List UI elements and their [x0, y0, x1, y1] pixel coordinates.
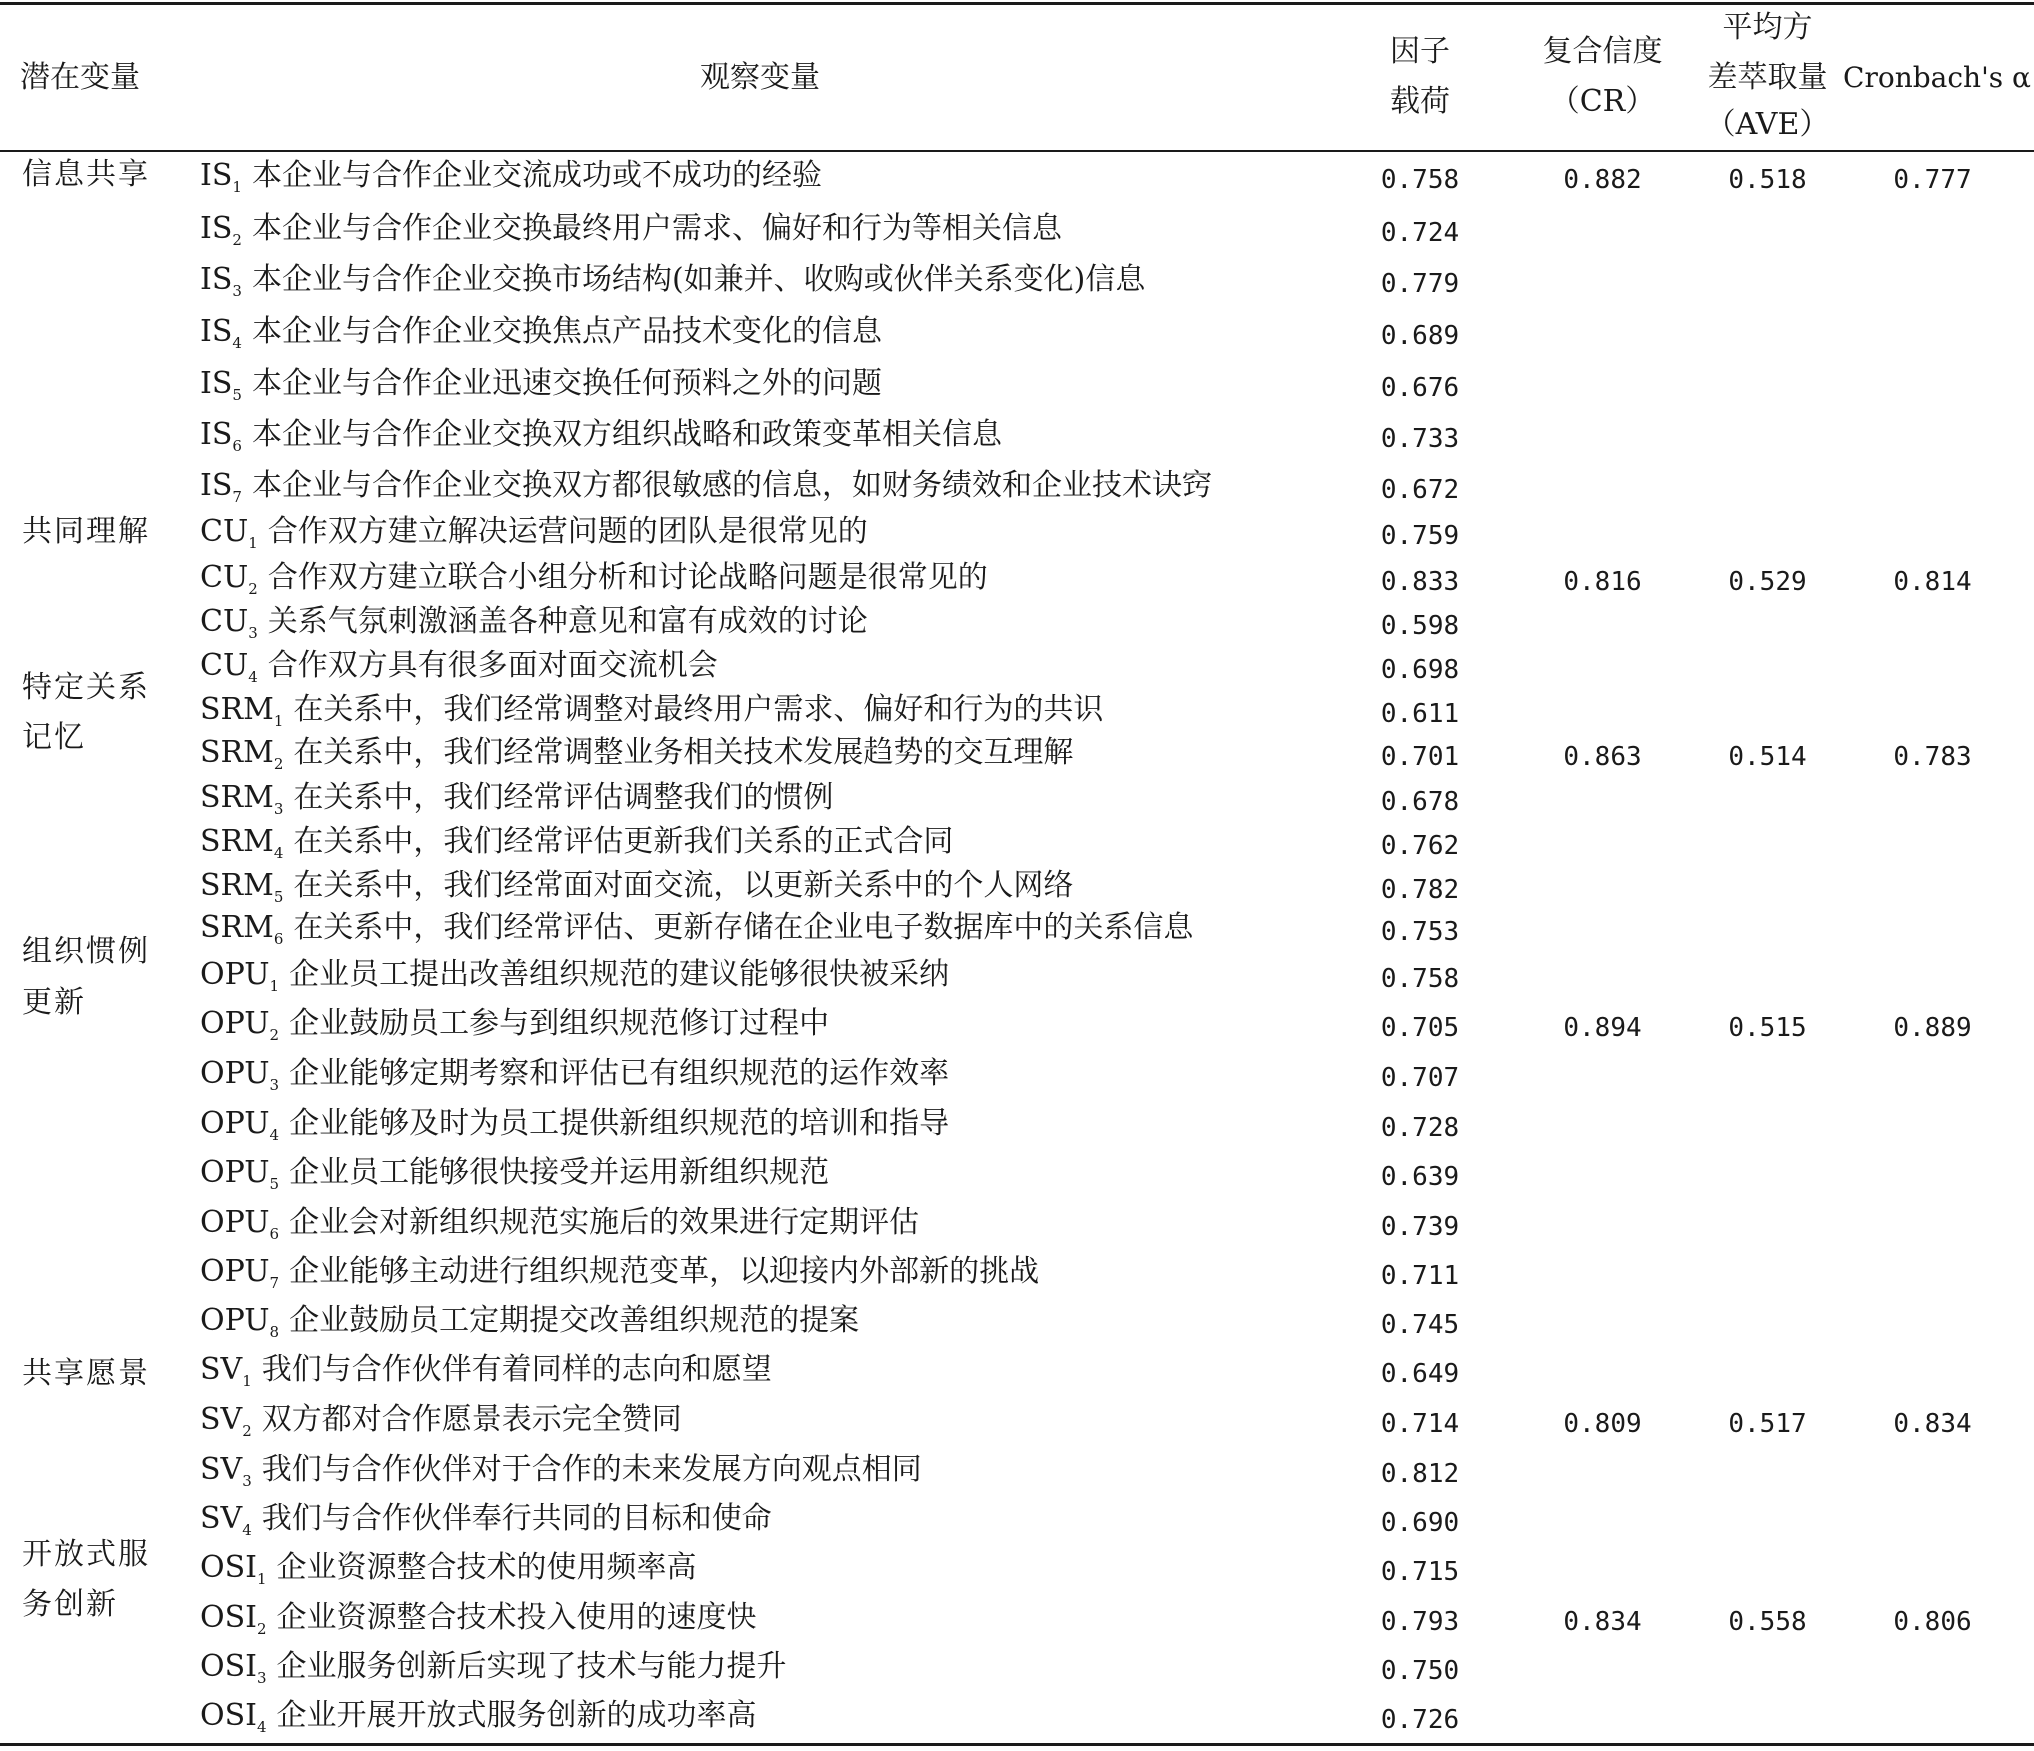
- latent-variable-label: 特定关系: [22, 670, 150, 705]
- item-subscript: 4: [248, 668, 258, 686]
- item-code: SRM: [200, 868, 274, 903]
- observed-variable-item: [200, 1599, 757, 1648]
- item-code: SV: [200, 1501, 243, 1536]
- header-ave-line1: 平均方: [1722, 10, 1813, 45]
- composite-reliability-value: 0.816: [1563, 567, 1642, 597]
- item-subscript: 7: [269, 1274, 280, 1292]
- observed-variable-item: [200, 513, 868, 562]
- item-text: 本企业与合作企业交换双方组织战略和政策变革相关信息: [251, 417, 1002, 452]
- observed-variable-item: [200, 210, 1062, 259]
- factor-loading-value: 0.782: [1380, 875, 1460, 905]
- factor-loading-value: 0.672: [1380, 475, 1460, 505]
- item-code: OSI: [200, 1550, 257, 1585]
- ave-value: 0.517: [1728, 1409, 1807, 1439]
- table-row: [0, 416, 2034, 454]
- item-text: 合作双方建立解决运营问题的团队是很常见的: [267, 514, 868, 549]
- table-row: [0, 365, 2034, 403]
- observed-variable-item: [200, 467, 1212, 516]
- observed-variable-item: [200, 1351, 772, 1400]
- header-latent-variable: 潜在变量: [20, 60, 140, 95]
- table-row: [0, 603, 2034, 641]
- header-cronbach-alpha: Cronbach's α: [1843, 61, 2031, 94]
- factor-loading-value: 0.707: [1380, 1063, 1460, 1093]
- latent-variable-label: 记忆: [22, 720, 86, 755]
- table-row: [0, 691, 2034, 729]
- item-text: 在关系中，我们经常评估、更新存储在企业电子数据库中的关系信息: [293, 910, 1194, 945]
- item-code: IS: [200, 366, 233, 401]
- table-row: [0, 779, 2034, 817]
- header-cr-line1: 复合信度: [1542, 34, 1663, 69]
- item-text: 企业员工提出改善组织规范的建议能够很快被采纳: [289, 957, 950, 992]
- item-code: IS: [200, 211, 233, 246]
- item-text: 在关系中，我们经常调整业务相关技术发展趋势的交互理解: [293, 735, 1074, 770]
- latent-variable-label: 共同理解: [22, 514, 150, 549]
- table-row: [0, 261, 2034, 299]
- factor-loading-value: 0.750: [1380, 1656, 1460, 1686]
- item-subscript: 4: [273, 844, 284, 862]
- table-row: [0, 823, 2034, 861]
- factor-loading-value: 0.753: [1380, 917, 1460, 947]
- factor-loading-value: 0.812: [1380, 1459, 1460, 1489]
- item-text: 本企业与合作企业迅速交换任何预料之外的问题: [251, 366, 882, 401]
- header-cr-line2: （CR）: [1549, 84, 1656, 119]
- item-subscript: 6: [273, 930, 284, 948]
- item-text: 企业服务创新后实现了技术与能力提升: [276, 1649, 787, 1684]
- item-subscript: 4: [257, 1718, 267, 1736]
- item-text: 双方都对合作愿景表示完全赞同: [261, 1402, 682, 1437]
- latent-variable-label: 更新: [22, 985, 86, 1020]
- factor-loading-value: 0.724: [1380, 218, 1460, 248]
- item-code: OSI: [200, 1600, 257, 1635]
- table-row: [0, 1451, 2034, 1489]
- item-subscript: 4: [242, 1521, 252, 1539]
- ave-value: 0.514: [1728, 742, 1807, 772]
- item-subscript: 2: [242, 1422, 252, 1440]
- observed-variable-item: [200, 691, 1103, 740]
- item-code: SRM: [200, 780, 274, 815]
- latent-variable-label: 务创新: [22, 1587, 118, 1622]
- item-code: SV: [200, 1452, 243, 1487]
- item-subscript: 2: [273, 755, 284, 773]
- header-observed-variable: 观察变量: [700, 60, 820, 95]
- factor-loading-value: 0.689: [1380, 321, 1460, 351]
- observed-variable-item: [200, 1302, 859, 1351]
- latent-variable-label: 信息共享: [22, 157, 150, 192]
- item-text: 我们与合作伙伴有着同样的志向和愿望: [261, 1352, 772, 1387]
- item-code: OPU: [200, 1205, 270, 1240]
- item-text: 在关系中，我们经常评估调整我们的惯例: [293, 780, 834, 815]
- cronbach-alpha-value: 0.806: [1893, 1607, 1972, 1637]
- observed-variable-item: [200, 1055, 949, 1104]
- factor-loading-value: 0.739: [1380, 1212, 1460, 1242]
- item-subscript: 1: [242, 1372, 252, 1390]
- item-code: SV: [200, 1352, 243, 1387]
- observed-variable-item: [200, 1648, 787, 1697]
- observed-variable-item: [200, 365, 882, 414]
- header-factor-loading-line1: 因子: [1390, 34, 1450, 69]
- item-text: 企业资源整合技术投入使用的速度快: [276, 1600, 757, 1635]
- table-row: [0, 1055, 2034, 1093]
- item-subscript: 4: [269, 1126, 280, 1144]
- table-row: [0, 467, 2034, 505]
- header-factor-loading-line2: 载荷: [1390, 84, 1450, 119]
- item-code: SRM: [200, 735, 274, 770]
- observed-variable-item: [200, 416, 1002, 465]
- factor-loading-value: 0.759: [1380, 521, 1460, 551]
- observed-variable-item: [200, 1549, 697, 1598]
- observed-variable-item: [200, 1451, 922, 1500]
- table-row: [0, 1648, 2034, 1686]
- observed-variable-item: [200, 779, 833, 828]
- item-subscript: 6: [269, 1225, 280, 1243]
- item-subscript: 3: [269, 1076, 280, 1094]
- factor-loading-value: 0.714: [1380, 1409, 1460, 1439]
- item-text: 合作双方具有很多面对面交流机会: [267, 648, 718, 683]
- observed-variable-item: [200, 1500, 772, 1549]
- factor-loading-value: 0.639: [1380, 1162, 1460, 1192]
- item-subscript: 1: [248, 534, 258, 552]
- item-code: OPU: [200, 1106, 270, 1141]
- factor-loading-value: 0.598: [1380, 611, 1460, 641]
- item-text: 企业员工能够很快接受并运用新组织规范: [289, 1155, 830, 1190]
- item-text: 我们与合作伙伴奉行共同的目标和使命: [261, 1501, 772, 1536]
- ave-value: 0.515: [1728, 1013, 1807, 1043]
- item-subscript: 3: [232, 282, 242, 300]
- latent-variable-label: 开放式服: [22, 1537, 150, 1572]
- item-code: OSI: [200, 1698, 257, 1733]
- item-subscript: 1: [269, 977, 280, 995]
- factor-loading-value: 0.793: [1380, 1607, 1460, 1637]
- item-subscript: 6: [232, 437, 242, 455]
- item-subscript: 5: [232, 386, 242, 404]
- item-code: IS: [200, 417, 233, 452]
- item-text: 合作双方建立联合小组分析和讨论战略问题是很常见的: [267, 560, 988, 595]
- item-code: SRM: [200, 824, 274, 859]
- item-text: 本企业与合作企业交换双方都很敏感的信息，如财务绩效和企业技术诀窍: [251, 468, 1212, 503]
- table-row: [0, 1204, 2034, 1242]
- item-subscript: 2: [257, 1620, 267, 1638]
- item-code: CU: [200, 560, 249, 595]
- item-text: 企业能够定期考察和评估已有组织规范的运作效率: [289, 1056, 950, 1091]
- item-text: 本企业与合作企业交换最终用户需求、偏好和行为等相关信息: [251, 211, 1062, 246]
- item-code: CU: [200, 604, 249, 639]
- ave-value: 0.558: [1728, 1607, 1807, 1637]
- item-subscript: 3: [242, 1472, 252, 1490]
- observed-variable-item: [200, 909, 1193, 958]
- table-row: [0, 513, 2034, 551]
- item-text: 企业会对新组织规范实施后的效果进行定期评估: [289, 1205, 920, 1240]
- table-row: [0, 956, 2034, 994]
- table-row: [0, 647, 2034, 685]
- factor-loading-value: 0.698: [1380, 655, 1460, 685]
- observed-variable-item: [200, 1204, 919, 1253]
- composite-reliability-value: 0.882: [1563, 165, 1642, 195]
- cronbach-alpha-value: 0.889: [1893, 1013, 1972, 1043]
- item-subscript: 4: [232, 334, 242, 352]
- item-code: IS: [200, 314, 233, 349]
- table-row: [0, 1105, 2034, 1143]
- latent-variable-label: 组织惯例: [22, 934, 150, 969]
- item-code: OPU: [200, 1254, 270, 1289]
- item-code: SRM: [200, 692, 274, 727]
- item-code: IS: [200, 262, 233, 297]
- table-row: [0, 1351, 2034, 1389]
- item-subscript: 2: [232, 231, 242, 249]
- item-text: 本企业与合作企业交流成功或不成功的经验: [251, 158, 822, 193]
- item-subscript: 2: [248, 580, 258, 598]
- cronbach-alpha-value: 0.777: [1893, 165, 1972, 195]
- item-subscript: 2: [269, 1026, 280, 1044]
- item-subscript: 3: [273, 800, 284, 818]
- cronbach-alpha-value: 0.783: [1893, 742, 1972, 772]
- factor-loading-value: 0.711: [1380, 1261, 1460, 1291]
- observed-variable-item: [200, 157, 822, 206]
- item-text: 企业资源整合技术的使用频率高: [276, 1550, 697, 1585]
- observed-variable-item: [200, 734, 1073, 783]
- table-row: [0, 1302, 2034, 1340]
- item-subscript: 1: [273, 712, 284, 730]
- observed-variable-item: [200, 559, 988, 608]
- item-text: 我们与合作伙伴对于合作的未来发展方向观点相同: [261, 1452, 922, 1487]
- composite-reliability-value: 0.894: [1563, 1013, 1642, 1043]
- item-code: OPU: [200, 1006, 270, 1041]
- table-row: [0, 867, 2034, 905]
- item-code: OSI: [200, 1649, 257, 1684]
- factor-loading-value: 0.726: [1380, 1705, 1460, 1735]
- table-row: [0, 1500, 2034, 1538]
- item-text: 在关系中，我们经常调整对最终用户需求、偏好和行为的共识: [293, 692, 1104, 727]
- factor-loading-value: 0.611: [1380, 699, 1460, 729]
- item-text: 本企业与合作企业交换焦点产品技术变化的信息: [251, 314, 882, 349]
- item-subscript: 3: [257, 1669, 267, 1687]
- item-code: OPU: [200, 1303, 270, 1338]
- table-row: [0, 210, 2034, 248]
- cronbach-alpha-value: 0.834: [1893, 1409, 1972, 1439]
- observed-variable-item: [200, 1154, 829, 1203]
- table-row: [0, 313, 2034, 351]
- item-text: 在关系中，我们经常面对面交流，以更新关系中的个人网络: [293, 868, 1074, 903]
- factor-loading-value: 0.833: [1380, 567, 1460, 597]
- factor-loading-value: 0.690: [1380, 1508, 1460, 1538]
- item-code: IS: [200, 158, 233, 193]
- item-subscript: 8: [269, 1323, 280, 1341]
- observed-variable-item: [200, 313, 882, 362]
- header-ave-line2: 差萃取量: [1707, 60, 1828, 95]
- item-subscript: 5: [273, 888, 284, 906]
- item-subscript: 1: [232, 178, 242, 196]
- latent-variable-label: 共享愿景: [22, 1356, 150, 1391]
- item-subscript: 3: [248, 624, 258, 642]
- observed-variable-item: [200, 1401, 682, 1450]
- observed-variable-item: [200, 261, 1145, 310]
- item-code: IS: [200, 468, 233, 503]
- item-text: 本企业与合作企业交换市场结构(如兼并、收购或伙伴关系变化)信息: [251, 262, 1146, 297]
- factor-loading-value: 0.715: [1380, 1557, 1460, 1587]
- item-code: CU: [200, 648, 249, 683]
- item-text: 企业鼓励员工定期提交改善组织规范的提案: [289, 1303, 860, 1338]
- factor-loading-value: 0.758: [1380, 165, 1460, 195]
- factor-loading-value: 0.705: [1380, 1013, 1460, 1043]
- item-text: 企业能够主动进行组织规范变革，以迎接内外部新的挑战: [289, 1254, 1040, 1289]
- observed-variable-item: [200, 647, 718, 696]
- item-text: 在关系中，我们经常评估更新我们关系的正式合同: [293, 824, 954, 859]
- table-row: [0, 1697, 2034, 1735]
- item-code: SRM: [200, 910, 274, 945]
- item-text: 企业开展开放式服务创新的成功率高: [276, 1698, 757, 1733]
- observed-variable-item: [200, 1005, 829, 1054]
- item-subscript: 1: [257, 1570, 267, 1588]
- item-code: OPU: [200, 1155, 270, 1190]
- item-code: OPU: [200, 957, 270, 992]
- composite-reliability-value: 0.809: [1563, 1409, 1642, 1439]
- item-subscript: 5: [269, 1175, 280, 1193]
- observed-variable-item: [200, 603, 868, 652]
- observed-variable-item: [200, 956, 949, 1005]
- factor-loading-value: 0.733: [1380, 424, 1460, 454]
- item-text: 企业能够及时为员工提供新组织规范的培训和指导: [289, 1106, 950, 1141]
- table-row: [0, 1549, 2034, 1587]
- factor-loading-value: 0.649: [1380, 1359, 1460, 1389]
- item-code: SV: [200, 1402, 243, 1437]
- item-text: 企业鼓励员工参与到组织规范修订过程中: [289, 1006, 830, 1041]
- item-code: CU: [200, 514, 249, 549]
- ave-value: 0.518: [1728, 165, 1807, 195]
- composite-reliability-value: 0.863: [1563, 742, 1642, 772]
- observed-variable-item: [200, 1253, 1039, 1302]
- observed-variable-item: [200, 823, 953, 872]
- factor-loading-value: 0.758: [1380, 964, 1460, 994]
- factor-loading-value: 0.678: [1380, 787, 1460, 817]
- table-row: [0, 1154, 2034, 1192]
- factor-loading-value: 0.676: [1380, 373, 1460, 403]
- factor-loading-value: 0.779: [1380, 269, 1460, 299]
- header-ave-line3: （AVE）: [1705, 107, 1830, 142]
- factor-loading-value: 0.745: [1380, 1310, 1460, 1340]
- item-subscript: 7: [232, 488, 242, 506]
- table-row: [0, 1253, 2034, 1291]
- item-code: OPU: [200, 1056, 270, 1091]
- factor-loading-value: 0.728: [1380, 1113, 1460, 1143]
- item-text: 关系气氛刺激涵盖各种意见和富有成效的讨论: [267, 604, 868, 639]
- observed-variable-item: [200, 1697, 757, 1746]
- table-header-rule: [0, 150, 2034, 152]
- factor-loading-value: 0.762: [1380, 831, 1460, 861]
- cronbach-alpha-value: 0.814: [1893, 567, 1972, 597]
- factor-loading-value: 0.701: [1380, 742, 1460, 772]
- composite-reliability-value: 0.834: [1563, 1607, 1642, 1637]
- table-row: [0, 909, 2034, 947]
- ave-value: 0.529: [1728, 567, 1807, 597]
- observed-variable-item: [200, 1105, 949, 1154]
